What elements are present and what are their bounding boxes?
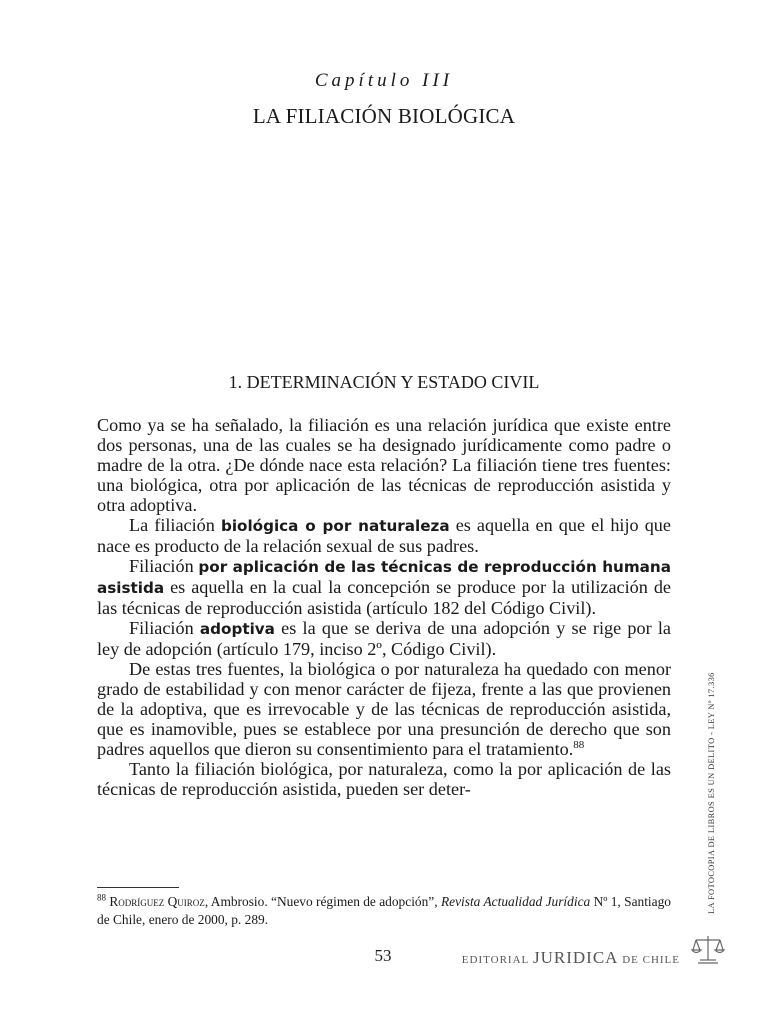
- publisher-suffix: DE CHILE: [622, 954, 680, 966]
- footnote-journal: Revista Actualidad Jurídica: [440, 894, 591, 909]
- paragraph-1: Como ya se ha señalado, la filiación es una relación jurídica que existe entre dos personas, una de las cuales se ha designado jurídicamente como padre o madre de la otra. ¿De dónde nace esta relación? La filiación tiene tres fuentes: una biológica, otra por aplicación de las técnicas de reproducción asistida y otra adoptiva.: [97, 415, 671, 515]
- paragraph-2: [97, 515, 671, 556]
- paragraph-4-lead: Filiación: [129, 618, 200, 638]
- footnote: [97, 893, 671, 929]
- chapter-label: Capítulo III: [314, 70, 454, 91]
- copyright-notice: LA FOTOCOPIA DE LIBROS ES UN DELITO - LEY Nº 17.336: [707, 672, 716, 914]
- section-heading: 1. DETERMINACIÓN Y ESTADO CIVIL: [228, 372, 540, 392]
- publisher-name: JURIDICA: [533, 948, 619, 967]
- paragraph-5-text: De estas tres fuentes, la biológica o por naturaleza ha quedado con menor grado de estabilidad y con menor carácter de fijeza, frente a las que provienen de la adoptiva, que es irrevocable y de las técnicas de reproducción asistida, que es inamovible, pues se establece por una presunción de derecho que son padres aquellos que dieron su consentimiento para el tratamiento.: [97, 659, 671, 759]
- paragraph-5: [97, 659, 671, 759]
- publisher-imprint: [462, 948, 680, 968]
- page-number: 53: [374, 946, 392, 965]
- footnote-divider: [97, 887, 179, 888]
- footnote-reference[interactable]: 88: [573, 738, 585, 751]
- paragraph-2-lead: La filiación: [129, 515, 221, 535]
- chapter-title: LA FILIACIÓN BIOLÓGICA: [252, 104, 516, 128]
- paragraph-2-bold-term: biológica o por naturaleza: [220, 517, 450, 535]
- footnote-number: 88: [97, 892, 106, 903]
- paragraph-6: Tanto la filiación biológica, por naturaleza, como la por aplicación de las técnicas de reproducción asistida, pueden ser deter-: [97, 759, 671, 799]
- paragraph-3: [97, 556, 671, 618]
- paragraph-3-lead: Filiación: [129, 556, 199, 576]
- paragraph-3-bold-term: por aplicación de las técnicas de reproducción humana asistida: [97, 558, 671, 597]
- footnote-details: Nº 1, Santiago de Chile, enero de 2000, p. 289.: [97, 894, 671, 927]
- scales-of-justice-icon: [691, 932, 725, 966]
- paragraph-3-rest: es aquella en la cual la concepción se produce por la utilización de las técnicas de reproducción asistida (artículo 182 del Código Civil).: [97, 577, 671, 618]
- paragraph-4: [97, 618, 671, 659]
- paragraph-4-bold-term: adoptiva: [199, 620, 275, 638]
- publisher-prefix: EDITORIAL: [461, 954, 530, 966]
- body-text: [97, 415, 671, 799]
- paragraph-4-rest: es la que se deriva de una adopción y se rige por la ley de adopción (artículo 179, inciso 2º, Código Civil).: [97, 618, 671, 659]
- footnote-citation: , Ambrosio. “Nuevo régimen de adopción”,: [204, 894, 441, 909]
- footnote-author: Rodríguez Quiroz: [109, 894, 205, 909]
- paragraph-2-rest: es aquella en que el hijo que nace es producto de la relación sexual de sus padres.: [97, 515, 671, 556]
